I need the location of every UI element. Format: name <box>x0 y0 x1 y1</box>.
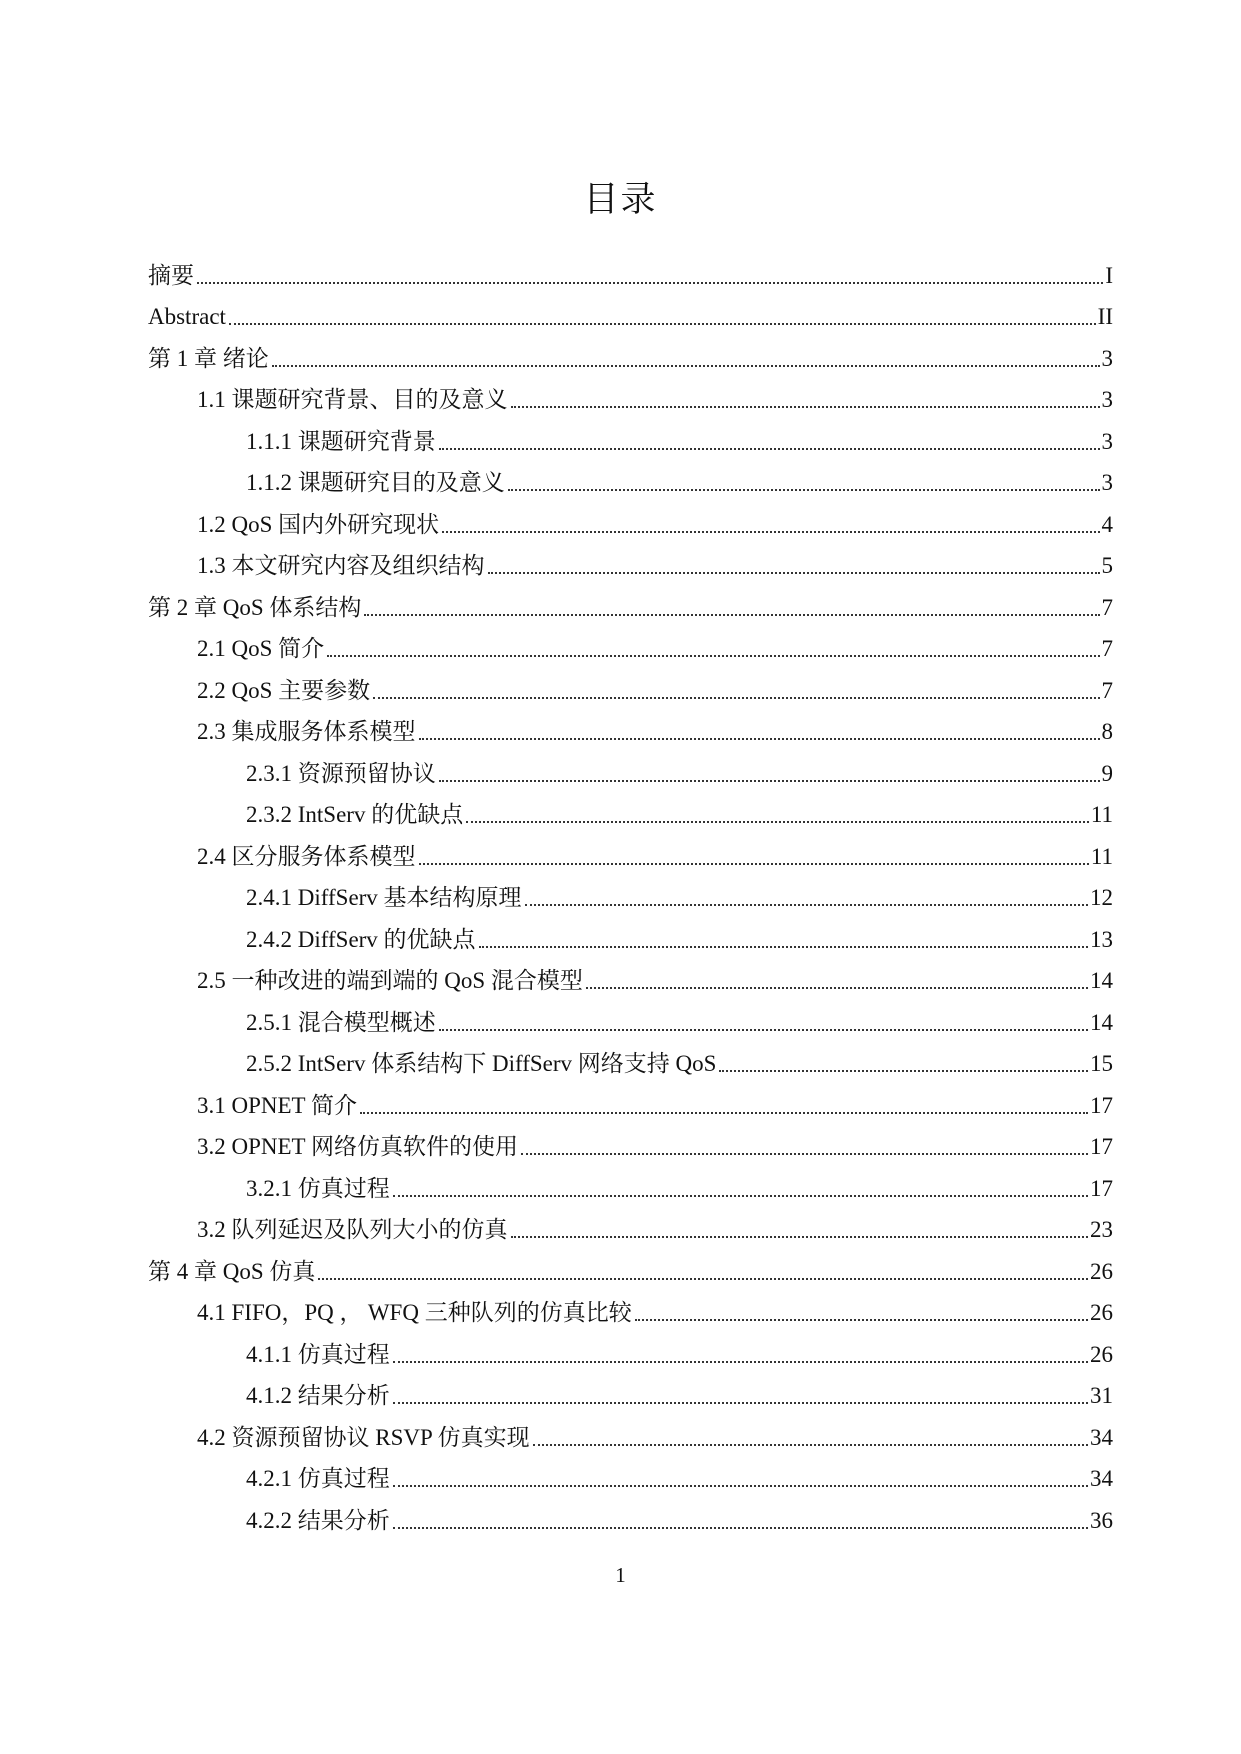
toc-entry-page: 23 <box>1090 1217 1113 1242</box>
toc-dot-leader <box>635 1319 1088 1321</box>
toc-entry[interactable] <box>148 1203 1113 1245</box>
toc-dot-leader <box>439 448 1100 450</box>
toc-entry-page: 13 <box>1090 926 1113 952</box>
toc-dot-leader <box>511 1236 1089 1238</box>
toc-entry-page: 8 <box>1101 719 1113 744</box>
toc-entry[interactable] <box>148 746 1113 788</box>
toc-entry-page: 3 <box>1101 428 1113 454</box>
toc-entry-title: 3.2 队列延迟及队列大小的仿真 <box>197 1217 508 1242</box>
toc-entry-title: 摘要 <box>148 262 194 288</box>
toc-entry-page: 31 <box>1090 1383 1113 1408</box>
toc-entry-page: 4 <box>1101 511 1113 537</box>
toc-entry[interactable] <box>148 1493 1113 1535</box>
toc-entry-title: 4.1.1 仿真过程 <box>246 1341 390 1367</box>
toc-entry-page: 11 <box>1090 802 1113 827</box>
toc-dot-leader <box>393 1402 1088 1404</box>
toc-dot-leader <box>719 1070 1088 1072</box>
toc-entry-page: 5 <box>1101 553 1113 578</box>
toc-entry-title: 4.2 资源预留协议 RSVP 仿真实现 <box>197 1424 530 1450</box>
toc-dot-leader <box>525 904 1088 906</box>
toc-entry[interactable] <box>148 829 1113 871</box>
toc-entry-page: 3 <box>1101 387 1113 412</box>
toc-entry-page: 26 <box>1090 1258 1113 1284</box>
toc-dot-leader <box>393 1485 1088 1487</box>
toc-entry-page: 7 <box>1101 677 1113 703</box>
toc-entry-page: 7 <box>1101 594 1113 620</box>
toc-entry-page: 9 <box>1101 760 1113 786</box>
toc-entry-title: 1.1.2 课题研究目的及意义 <box>246 470 505 495</box>
toc-dot-leader <box>442 531 1099 533</box>
toc-dot-leader <box>508 489 1100 491</box>
toc-entry-title: 2.5 一种改进的端到端的 QoS 混合模型 <box>197 968 583 993</box>
toc-entry[interactable] <box>148 414 1113 456</box>
toc-entry-page: 15 <box>1090 1051 1113 1076</box>
toc-entry[interactable] <box>148 1120 1113 1162</box>
toc-dot-leader <box>488 572 1100 574</box>
toc-entry[interactable] <box>148 580 1113 622</box>
toc-entry-page: 26 <box>1090 1341 1113 1367</box>
toc-entry-title: 2.4.2 DiffServ 的优缺点 <box>246 926 476 952</box>
toc-entry-title: Abstract <box>148 304 226 329</box>
toc-dot-leader <box>586 987 1088 989</box>
toc-entry-page: 34 <box>1090 1466 1113 1491</box>
toc-dot-leader <box>466 821 1089 823</box>
toc-entry-title: 1.2 QoS 国内外研究现状 <box>197 511 440 537</box>
toc-entry-title: 2.3.2 IntServ 的优缺点 <box>246 802 464 827</box>
toc-entry[interactable] <box>148 1369 1113 1411</box>
toc-entry[interactable] <box>148 1161 1113 1203</box>
toc-entry-title: 3.2 OPNET 网络仿真软件的使用 <box>197 1134 518 1159</box>
toc-entry-page: 26 <box>1090 1300 1113 1325</box>
toc-entry[interactable] <box>148 1244 1113 1286</box>
toc-dot-leader <box>533 1444 1088 1446</box>
toc-entry-title: 1.1 课题研究背景、目的及意义 <box>197 387 508 412</box>
toc-entry[interactable] <box>148 1286 1113 1328</box>
toc-dot-leader <box>419 738 1100 740</box>
toc-dot-leader <box>511 406 1100 408</box>
toc-entry[interactable] <box>148 954 1113 996</box>
toc-entry-title: 4.1.2 结果分析 <box>246 1383 390 1408</box>
toc-entry-page: II <box>1097 304 1113 329</box>
toc-entry-page: 14 <box>1090 968 1113 993</box>
toc-entry-title: 2.4.1 DiffServ 基本结构原理 <box>246 885 522 910</box>
toc-entry-title: 2.2 QoS 主要参数 <box>197 677 371 703</box>
toc-entry[interactable] <box>148 871 1113 913</box>
toc-entry-page: 14 <box>1090 1009 1113 1035</box>
toc-entry-title: 第 4 章 QoS 仿真 <box>148 1258 316 1284</box>
toc-entry[interactable] <box>148 373 1113 415</box>
table-of-contents <box>148 248 1113 1535</box>
toc-entry[interactable] <box>148 788 1113 830</box>
toc-entry-page: 7 <box>1101 636 1113 661</box>
toc-entry[interactable] <box>148 539 1113 581</box>
toc-entry-title: 4.2.2 结果分析 <box>246 1507 390 1533</box>
toc-entry[interactable] <box>148 1452 1113 1494</box>
toc-entry-title: 2.5.2 IntServ 体系结构下 DiffServ 网络支持 QoS <box>246 1051 717 1076</box>
toc-entry-page: 34 <box>1090 1424 1113 1450</box>
toc-dot-leader <box>327 655 1099 657</box>
toc-dot-leader <box>393 1361 1088 1363</box>
toc-entry[interactable] <box>148 456 1113 498</box>
page-number: 1 <box>615 1563 626 1587</box>
toc-entry[interactable] <box>148 912 1113 954</box>
toc-entry-title: 2.1 QoS 简介 <box>197 636 325 661</box>
toc-entry[interactable] <box>148 663 1113 705</box>
toc-entry-title: 4.2.1 仿真过程 <box>246 1466 390 1491</box>
toc-entry-page: 11 <box>1090 843 1113 869</box>
toc-dot-leader <box>479 946 1088 948</box>
toc-entry-title: 2.4 区分服务体系模型 <box>197 843 416 869</box>
toc-entry-title: 2.3.1 资源预留协议 <box>246 760 436 786</box>
toc-entry[interactable] <box>148 995 1113 1037</box>
toc-entry-title: 1.1.1 课题研究背景 <box>246 428 436 454</box>
toc-dot-leader <box>318 1278 1088 1280</box>
toc-dot-leader <box>439 780 1100 782</box>
toc-entry-page: 17 <box>1090 1175 1113 1201</box>
toc-entry-title: 3.2.1 仿真过程 <box>246 1175 390 1201</box>
toc-entry-title: 2.5.1 混合模型概述 <box>246 1009 436 1035</box>
toc-entry[interactable] <box>148 497 1113 539</box>
toc-entry-title: 2.3 集成服务体系模型 <box>197 719 416 744</box>
toc-entry[interactable] <box>148 290 1113 332</box>
toc-entry-title: 第 1 章 绪论 <box>148 345 269 371</box>
toc-dot-leader <box>360 1112 1088 1114</box>
toc-entry[interactable] <box>148 1078 1113 1120</box>
toc-dot-leader <box>393 1195 1088 1197</box>
toc-entry[interactable] <box>148 248 1113 290</box>
toc-entry[interactable] <box>148 622 1113 664</box>
toc-dot-leader <box>393 1527 1088 1529</box>
toc-entry-title: 第 2 章 QoS 体系结构 <box>148 594 362 620</box>
toc-entry[interactable] <box>148 1037 1113 1079</box>
toc-entry-page: 3 <box>1101 470 1113 495</box>
toc-dot-leader <box>419 863 1089 865</box>
toc-entry-title: 4.1 FIFO，PQ ， WFQ 三种队列的仿真比较 <box>197 1300 632 1325</box>
toc-dot-leader <box>229 323 1096 325</box>
toc-entry-title: 1.3 本文研究内容及组织结构 <box>197 553 485 578</box>
toc-dot-leader <box>521 1153 1088 1155</box>
toc-entry[interactable] <box>148 1327 1113 1369</box>
toc-entry[interactable] <box>148 331 1113 373</box>
toc-entry-page: 3 <box>1101 345 1113 371</box>
toc-entry[interactable] <box>148 1410 1113 1452</box>
toc-entry[interactable] <box>148 705 1113 747</box>
toc-dot-leader <box>364 614 1099 616</box>
page-title: 目录 <box>583 180 658 220</box>
toc-dot-leader <box>272 365 1100 367</box>
toc-entry-page: 36 <box>1090 1507 1113 1533</box>
toc-entry-title: 3.1 OPNET 简介 <box>197 1092 357 1118</box>
toc-dot-leader <box>373 697 1099 699</box>
toc-dot-leader <box>439 1029 1088 1031</box>
toc-entry-page: 12 <box>1090 885 1113 910</box>
toc-dot-leader <box>197 282 1103 284</box>
toc-entry-page: 17 <box>1090 1134 1113 1159</box>
toc-entry-page: I <box>1105 262 1113 288</box>
toc-entry-page: 17 <box>1090 1092 1113 1118</box>
